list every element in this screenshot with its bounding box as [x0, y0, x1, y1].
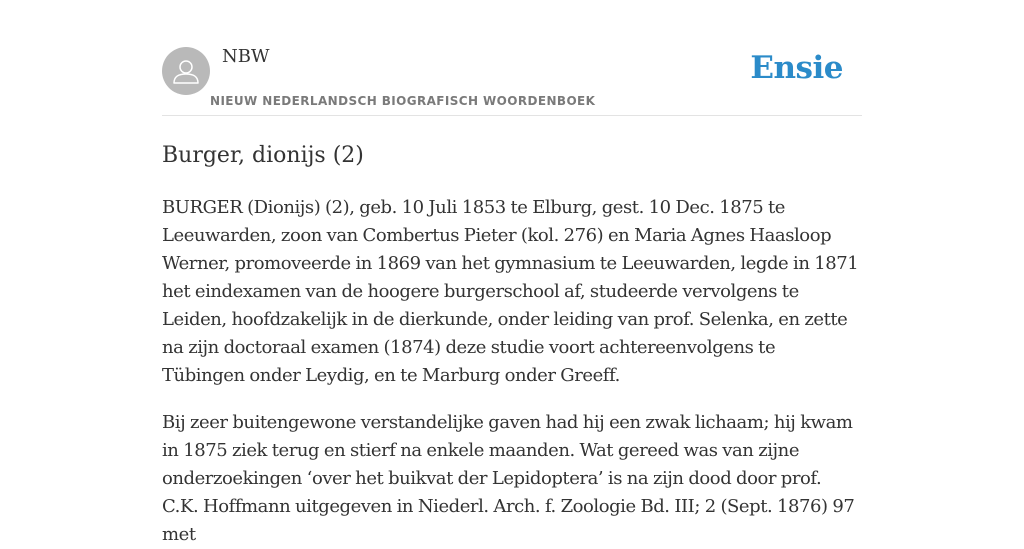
article-body: [162, 194, 862, 549]
user-silhouette-icon: [162, 47, 210, 95]
article-paragraph: BURGER (Dionijs) (2), geb. 10 Juli 1853 te Elburg, gest. 10 Dec. 1875 te Leeuwarden, zoon van Combertus Pieter (kol. 276) en Maria Agnes Haasloop Werner, promoveerde in 1869 van het gymnasium te Leeuwarden, legde in 1871 het eindexamen van de hoogere burgerschool af, studeerde vervolgens te Leiden, hoofdzakelijk in de dierkunde, onder leiding van prof. Selenka, en zette na zijn doctoraal examen (1874) deze studie voort achtereenvolgens te Tübingen onder Leydig, en te Marburg onder Greeff.: [162, 197, 859, 386]
source-full-name: NIEUW NEDERLANDSCH BIOGRAFISCH WOORDENBOEK: [210, 94, 596, 108]
page: [162, 0, 862, 545]
source-avatar[interactable]: [162, 47, 210, 95]
ensie-logo[interactable]: Ensie: [750, 50, 843, 86]
article-title: Burger, dionijs (2): [162, 143, 364, 168]
source-header: [162, 0, 862, 116]
source-name[interactable]: NBW: [222, 46, 270, 67]
article-paragraph: Bij zeer buitengewone verstandelijke gaven had hij een zwak lichaam; hij kwam in 1875 ziek terug en stierf na enkele maanden. Wat gereed was van zijne onderzoekingen ‘over het buikvat der Lepidoptera’ is na zijn dood door prof. C.K. Hoffmann uitgegeven in Niederl. Arch. f. Zoologie Bd. III; 2 (Sept. 1876) 97 met: [162, 412, 855, 545]
